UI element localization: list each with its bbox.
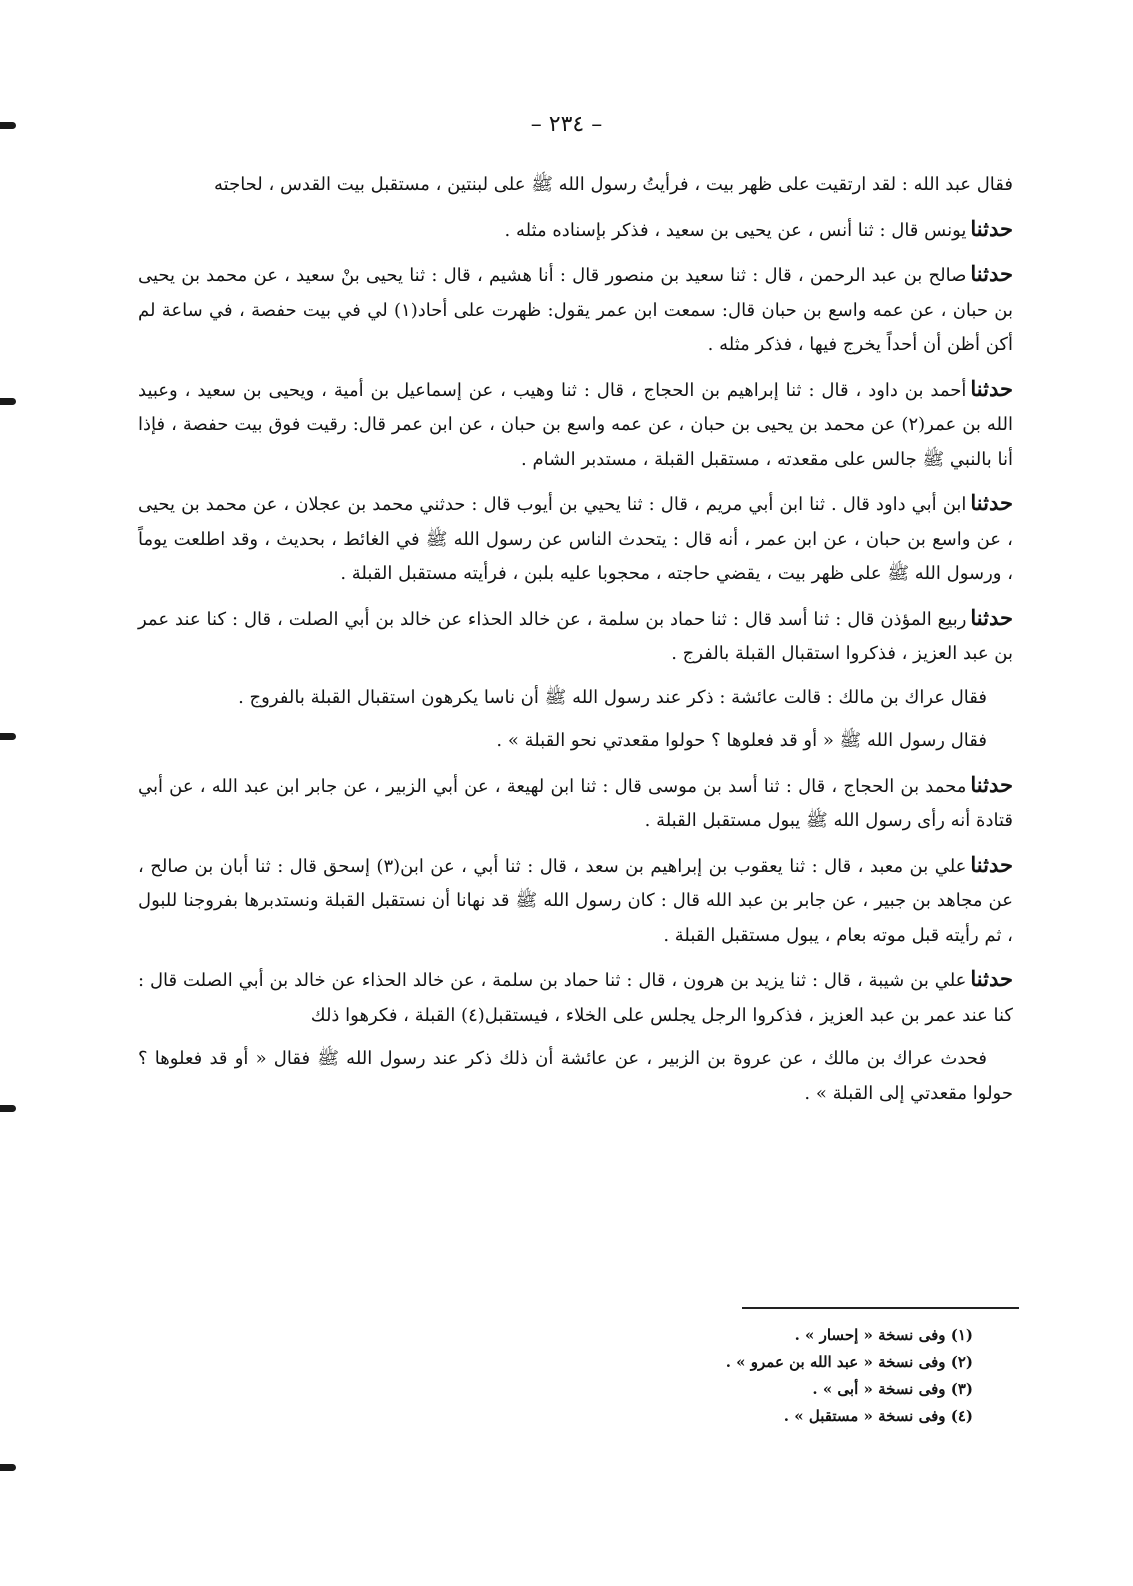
- paragraph-text: ابن أبي داود قال . ثنا ابن أبي مريم ، قال : ثنا يحيي بن أيوب قال : حدثني محمد بن عجلان ، عن محمد بن يحيى ، عن واسع بن حبان ، عن ابن عمر ، أنه قال : يتحدث الناس عن رسول الله ﷺ في الغائط ، بحديث ، وقد اطلعت يوماً ، ورسول الله ﷺ على ظهر بيت ، يقضي حاجته ، محجوبا عليه بلبن ، فرأيته مستقبل القبلة .: [138, 494, 1013, 584]
- margin-mark: [0, 733, 16, 740]
- paragraph-text: فقال عبد الله : لقد ارتقيت على ظهر بيت ، فرأيتُ رسول الله ﷺ على لبنتين ، مستقبل بيت القدس ، لحاجته: [213, 174, 1013, 195]
- page-number: – ٢٣٤ –: [530, 112, 603, 137]
- paragraph: [138, 724, 1013, 759]
- paragraph: [138, 768, 1013, 839]
- paragraph-lead-word: حدثنا: [970, 490, 1013, 515]
- paragraph: [138, 372, 1013, 478]
- paragraph: [138, 681, 1013, 716]
- paragraph-lead-word: حدثنا: [970, 375, 1013, 401]
- paragraph-text: ربيع المؤذن قال : ثنا أسد قال : ثنا حماد بن سلمة ، عن خالد الحذاء عن خالد بن أبي الصلت ، قال : كنا عند عمر بن عبد العزيز ، فذكروا استقبال القبلة بالفرج .: [138, 608, 1013, 664]
- footnote: (٢) وفى نسخة « عبد الله بن عمرو » .: [725, 1353, 973, 1371]
- paragraph: [138, 1042, 1013, 1111]
- footnote-divider: [742, 1307, 1019, 1309]
- paragraph: [138, 601, 1013, 672]
- footnote: (١) وفى نسخة « إحسار » .: [794, 1326, 973, 1344]
- paragraph-text: علي بن شيبة ، قال : ثنا يزيد بن هرون ، قال : ثنا حماد بن سلمة ، عن خالد الحذاء عن خالد بن أبي الصلت قال : كنا عند عمر بن عبد العزيز ، فذكروا الرجل يجلس على الخلاء ، فيستقبل(٤) القبلة ، فكرهوا ذلك: [138, 970, 1013, 1026]
- paragraph-text: أحمد بن داود ، قال : ثنا إبراهيم بن الحجاج ، قال : ثنا وهيب ، عن إسماعيل بن أمية ، ويحيى بن سعيد ، وعبيد الله بن عمر(٢) عن محمد بن يحيى بن حبان ، عن عمه واسع بن حبان ، عن ابن عمر قال: رقيت فوق بيت حفصة ، فإذا أنا بالنبي ﷺ جالس على مقعدته ، مستقبل القبلة ، مستدبر الشام .: [138, 379, 1013, 470]
- paragraph-text: محمد بن الحجاج ، قال : ثنا أسد بن موسى قال : ثنا ابن لهيعة ، عن أبي الزبير ، عن جابر ابن عبد الله ، عن أبي قتادة أنه رأى رسول الله ﷺ يبول مستقبل القبلة .: [138, 775, 1013, 831]
- paragraph-text: يونس قال : ثنا أنس ، عن يحيى بن سعيد ، فذكر بإسناده مثله .: [504, 219, 967, 241]
- paragraph-lead-word: حدثنا: [970, 851, 1013, 877]
- footnotes: [453, 1322, 973, 1430]
- paragraph-lead-word: حدثنا: [970, 771, 1013, 797]
- paragraph-lead-word: حدثنا: [970, 261, 1013, 286]
- paragraph-text: صالح بن عبد الرحمن ، قال : ثنا سعيد بن منصور قال : أنا هشيم ، قال : ثنا يحيى بنْ سعيد ، عن محمد بن يحيى بن حبان ، عن عمه واسع بن حبان قال: سمعت ابن عمر يقول: ظهرت على أحاد(١) لي في بيت حفصة ، في ساعة لم أكن أظن أن أحداً يخرج فيها ، فذكر مثله .: [138, 265, 1013, 355]
- paragraph: [138, 212, 1013, 249]
- paragraph-text: فقال رسول الله ﷺ « أو قد فعلوها ؟ حولوا مقعدتي نحو القبلة » .: [496, 730, 987, 751]
- paragraph: [138, 257, 1013, 363]
- paragraph: [138, 486, 1013, 592]
- paragraph-lead-word: حدثنا: [970, 215, 1013, 241]
- paragraph: [138, 962, 1013, 1033]
- paragraph-text: فحدث عراك بن مالك ، عن عروة بن الزبير ، عن عائشة أن ذلك ذكر عند رسول الله ﷺ فقال « أو قد فعلوها ؟ حولوا مقعدتي إلى القبلة » .: [138, 1048, 1013, 1104]
- footnote: (٤) وفى نسخة « مستقبل » .: [783, 1407, 973, 1425]
- body-text: [138, 168, 1013, 1120]
- margin-mark: [0, 1105, 16, 1112]
- paragraph-text: علي بن معبد ، قال : ثنا يعقوب بن إبراهيم بن سعد ، قال : ثنا أبي ، عن ابن(٣) إسحق قال : ثنا أبان بن صالح ، عن مجاهد بن جبير ، عن جابر بن عبد الله قال : كان رسول الله ﷺ قد نهانا أن نستقبل القبلة ونستدبرها بفروجنا للبول ، ثم رأيته قبل موته بعام ، يبول مستقبل القبلة .: [138, 855, 1013, 946]
- paragraph-text: فقال عراك بن مالك : قالت عائشة : ذكر عند رسول الله ﷺ أن ناسا يكرهون استقبال القبلة بالفروج .: [238, 686, 987, 708]
- paragraph: [138, 168, 1013, 203]
- paragraph: [138, 848, 1013, 954]
- margin-mark: [0, 1464, 16, 1471]
- paragraph-lead-word: حدثنا: [970, 966, 1013, 991]
- footnote: (٣) وفى نسخة « أبى » .: [812, 1380, 973, 1398]
- paragraph-lead-word: حدثنا: [970, 604, 1013, 630]
- margin-mark: [0, 398, 16, 405]
